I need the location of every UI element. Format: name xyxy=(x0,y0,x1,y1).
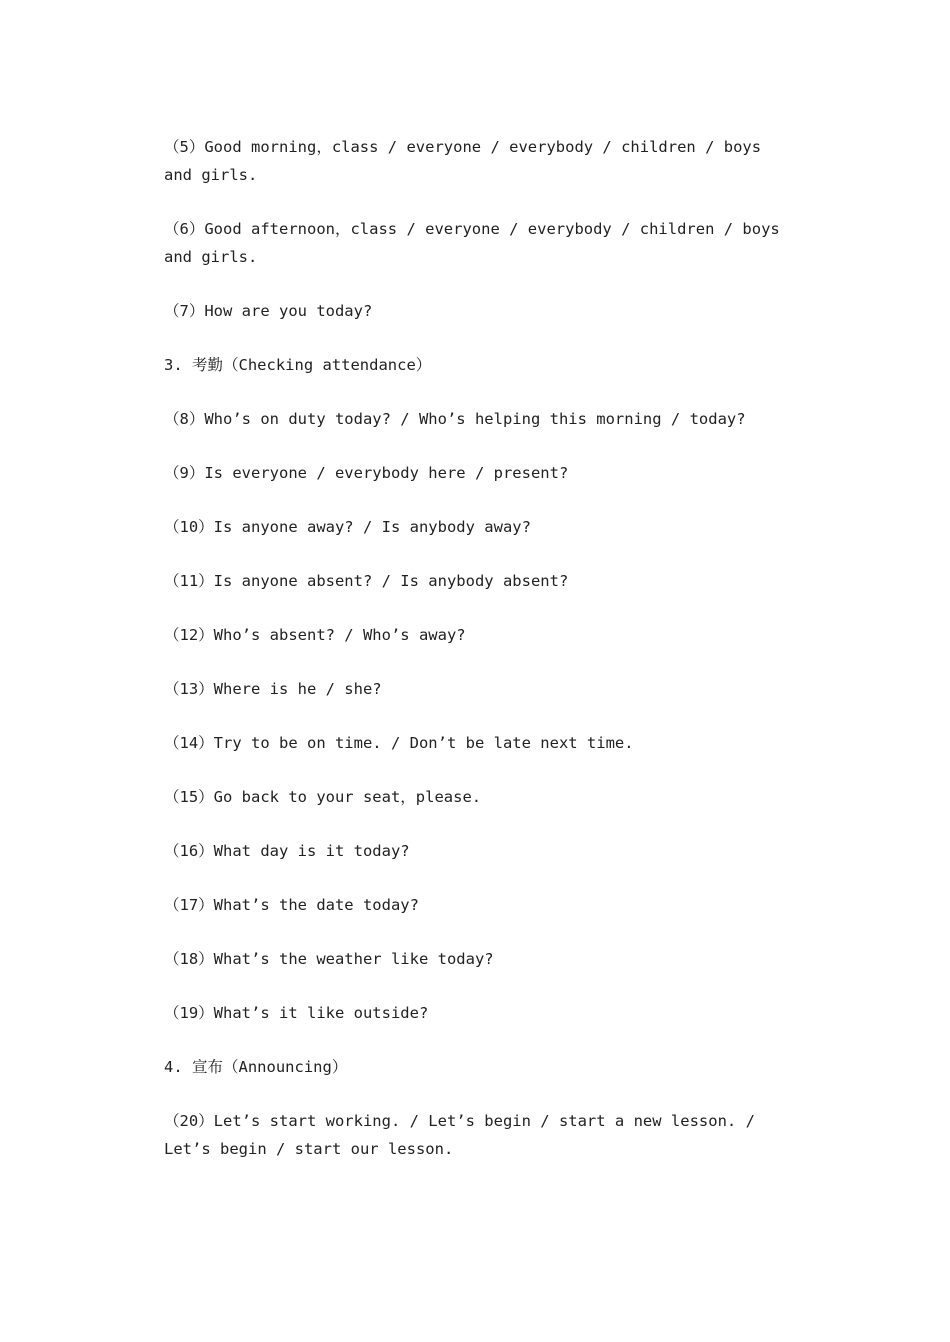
phrase-5: （5）Good morning，class / everyone / everybody / children / boys and girls. xyxy=(164,138,762,184)
phrase-7: （7）How are you today? xyxy=(164,302,373,320)
phrase-19: （19）What’s it like outside? xyxy=(164,1004,429,1022)
phrase-12: （12）Who’s absent? / Who’s away? xyxy=(164,626,466,644)
section-heading-attendance: 3. 考勤（Checking attendance） xyxy=(164,356,432,374)
section-heading-announcing: 4. 宣布（Announcing） xyxy=(164,1058,348,1076)
phrase-14: （14）Try to be on time. / Don’t be late next time. xyxy=(164,734,634,752)
phrase-8: （8）Who’s on duty today? / Who’s helping this morning / today? xyxy=(164,410,746,428)
phrase-17: （17）What’s the date today? xyxy=(164,896,419,914)
document-body xyxy=(164,133,784,1189)
phrase-10: （10）Is anyone away? / Is anybody away? xyxy=(164,518,531,536)
phrase-20: （20）Let’s start working. / Let’s begin / start a new lesson. / Let’s begin / start our lesson. xyxy=(164,1112,755,1158)
phrase-13: （13）Where is he / she? xyxy=(164,680,382,698)
phrase-16: （16）What day is it today? xyxy=(164,842,410,860)
phrase-6: （6）Good afternoon，class / everyone / everybody / children / boys and girls. xyxy=(164,220,780,266)
phrase-15: （15）Go back to your seat，please. xyxy=(164,788,482,806)
phrase-18: （18）What’s the weather like today? xyxy=(164,950,494,968)
phrase-11: （11）Is anyone absent? / Is anybody absent? xyxy=(164,572,569,590)
phrase-9: （9）Is everyone / everybody here / present? xyxy=(164,464,569,482)
